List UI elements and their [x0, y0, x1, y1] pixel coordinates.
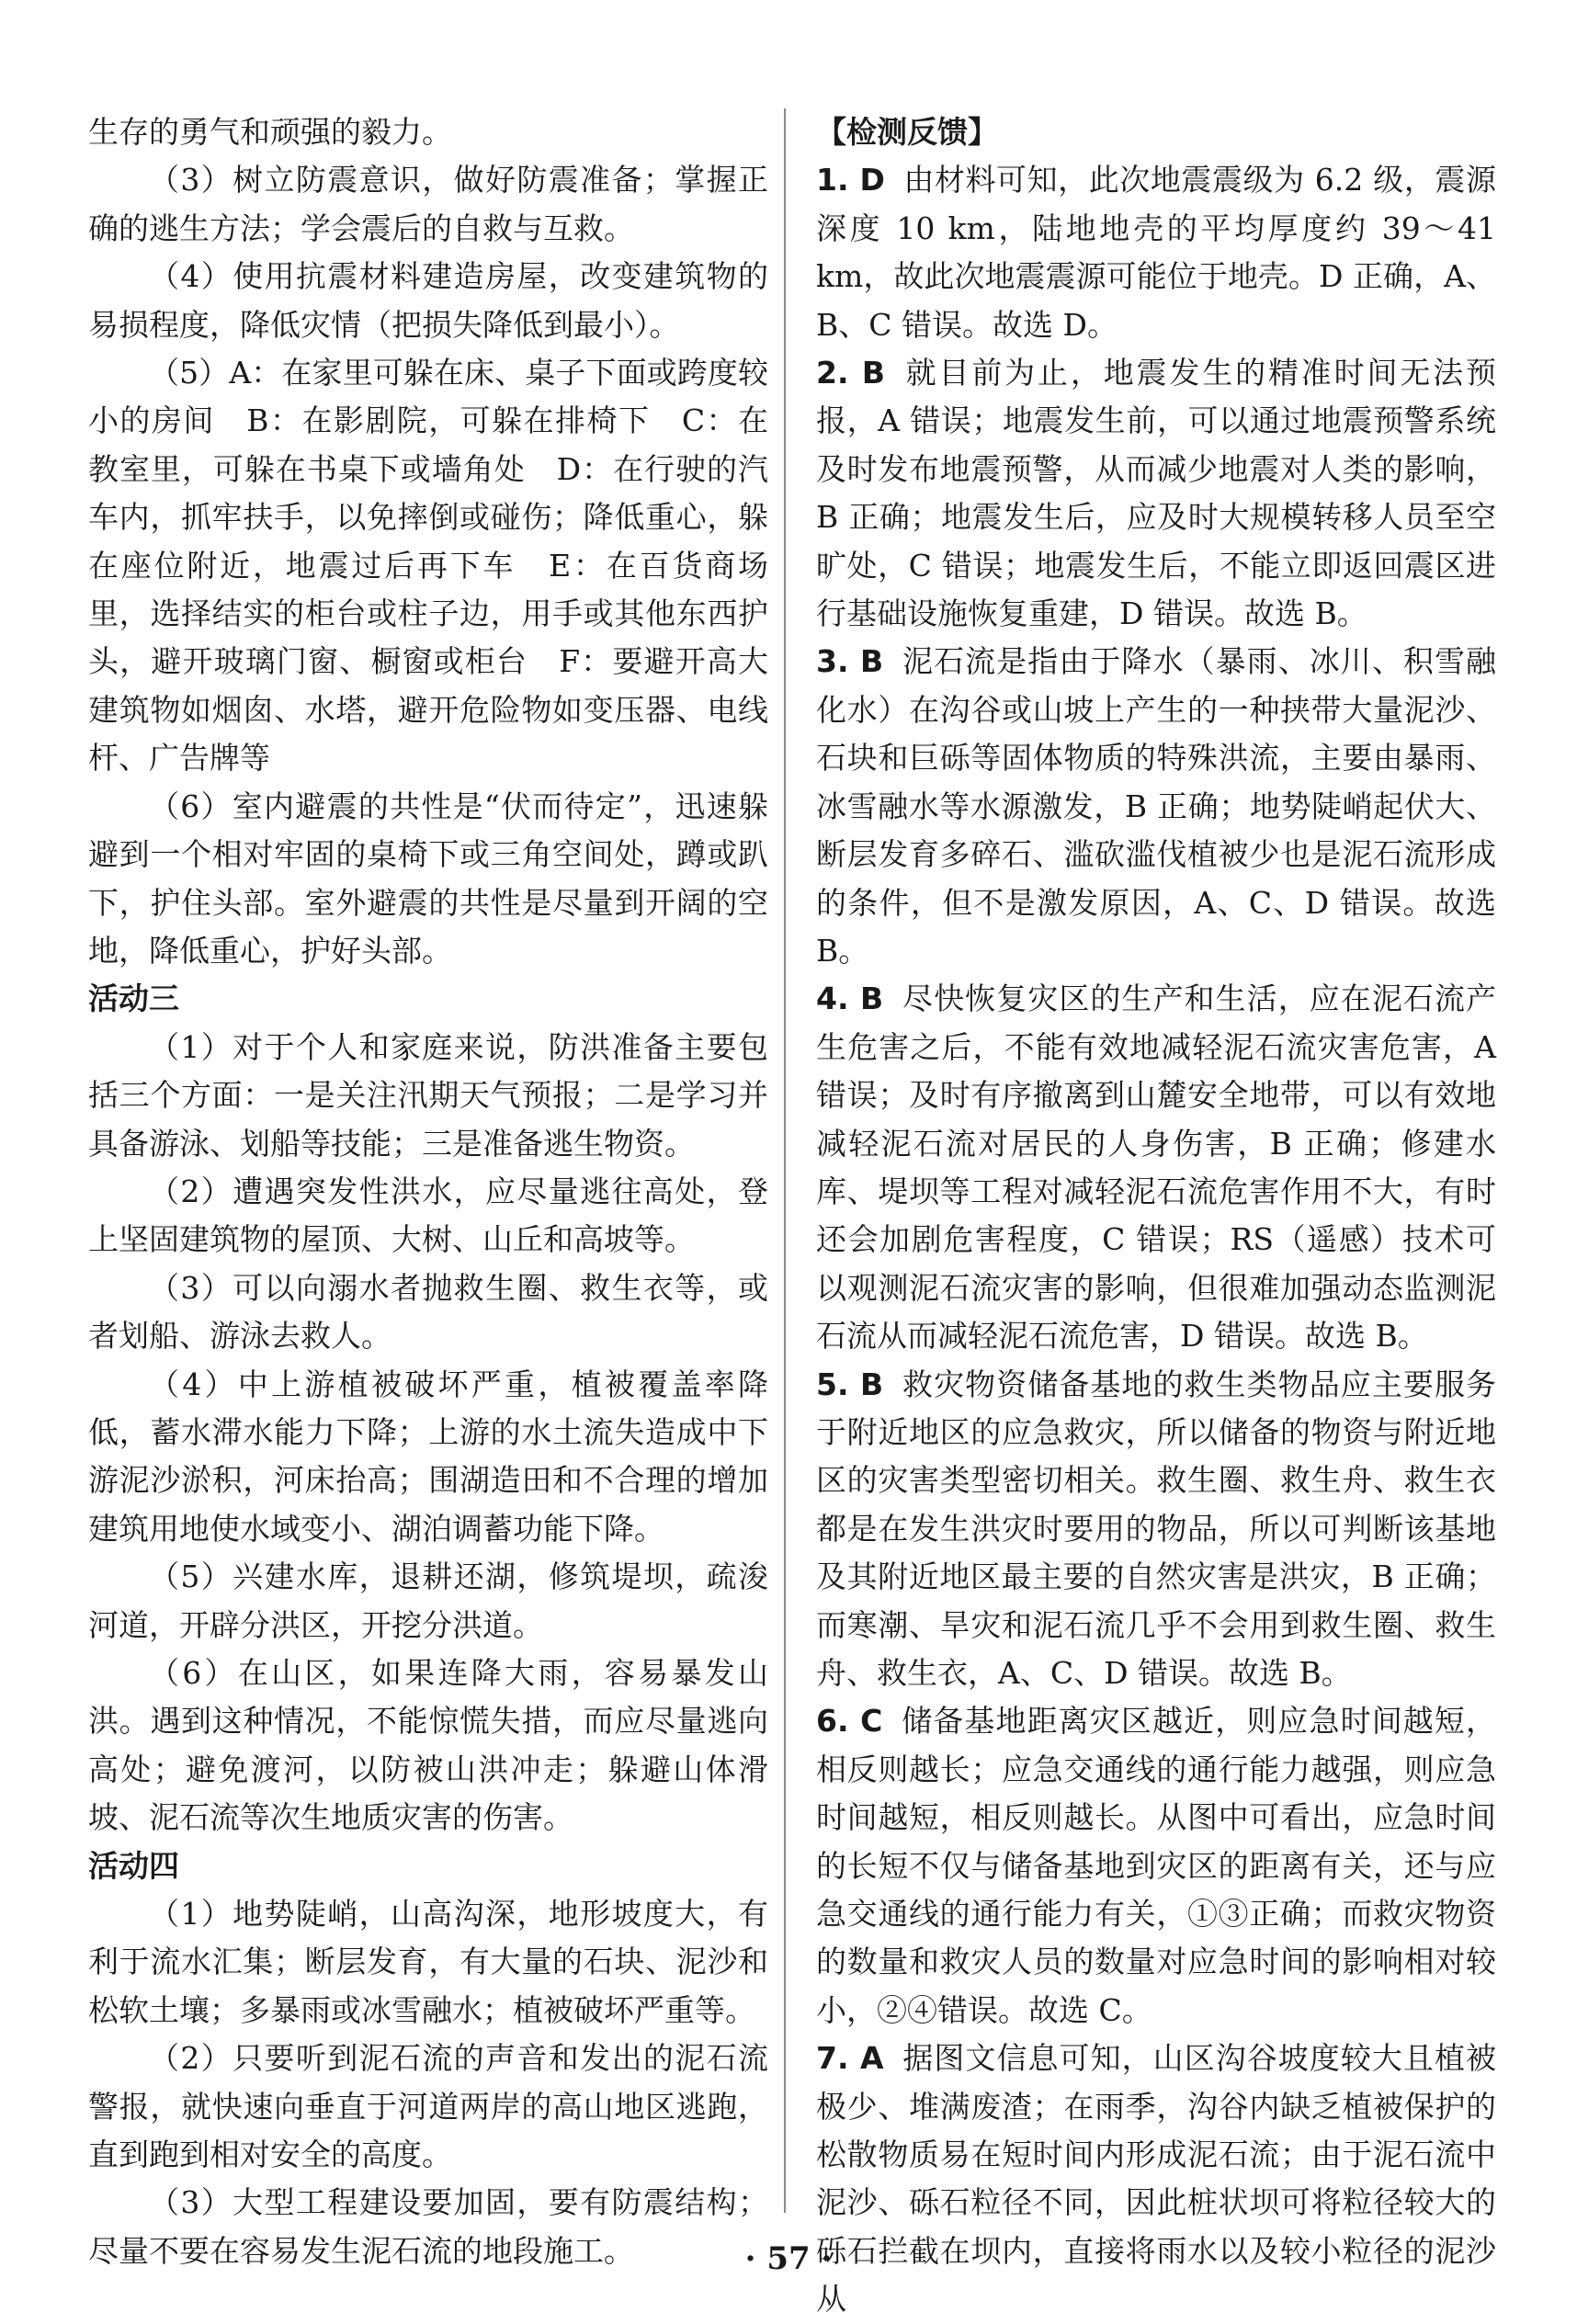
paragraph: （5）兴建水库，退耕还湖，修筑堤坝，疏浚河道，开辟分洪区，开挖分洪道。 — [88, 1559, 768, 1643]
answer-item — [816, 1361, 1496, 1698]
answer-item — [816, 1697, 1496, 2035]
section-heading-feedback: 【检测反馈】 — [816, 114, 998, 150]
answer-number: 1. D — [816, 162, 885, 198]
paragraph: （2）遭遇突发性洪水，应尽量逃往高处，登上坚固建筑物的屋顶、大树、山丘和高坡等。 — [88, 1173, 768, 1258]
paragraph: （4）使用抗震材料建造房屋，改变建筑物的易损程度，降低灾情（把损失降低到最小）。 — [88, 258, 768, 343]
page-number: · 57 · — [744, 2240, 833, 2277]
answer-number: 7. A — [816, 2040, 884, 2077]
answer-number: 6. C — [816, 1703, 883, 1740]
answer-item — [816, 975, 1496, 1360]
answer-text: 救灾物资储备基地的救生类物品应主要服务于附近地区的应急救灾，所以储备的物资与附近地区的灾害类型密切相关。救生圈、救生舟、救生衣都是在发生洪灾时要用的物品，所以可判断该基地及其附近地区最主要的自然灾害是洪灾，B 正确；而寒潮、旱灾和泥石流几乎不会用到救生圈、救生舟、救生衣，A、C、D 错误。故选 B。 — [816, 1366, 1497, 1691]
paragraph: （2）只要听到泥石流的声音和发出的泥石流警报，就快速向垂直于河道两岸的高山地区逃跑，直到跑到相对安全的高度。 — [88, 2040, 768, 2173]
answer-item — [816, 638, 1496, 975]
answer-item — [816, 156, 1496, 349]
right-column — [816, 108, 1496, 2324]
answer-text: 就目前为止，地震发生的精准时间无法预报，A 错误；地震发生前，可以通过地震预警系统及时发布地震预警，从而减少地震对人类的影响，B 正确；地震发生后，应及时大规模转移人员至空旷处，C 错误；地震发生后，不能立即返回震区进行基础设施恢复重建，D 错误。故选 B。 — [816, 355, 1497, 632]
paragraph: 生存的勇气和顽强的毅力。 — [88, 114, 452, 150]
answer-number: 4. B — [816, 981, 884, 1017]
paragraph: （6）室内避震的共性是“伏而待定”，迅速躲避到一个相对牢固的桌椅下或三角空间处，蹲或趴下，护住头部。室外避震的共性是尽量到开阔的空地，降低重心，护好头部。 — [88, 788, 768, 969]
section-heading-activity-4: 活动四 — [88, 1847, 179, 1884]
left-column — [88, 108, 768, 2275]
answer-item — [816, 2035, 1496, 2323]
paragraph: （1）对于个人和家庭来说，防洪准备主要包括三个方面：一是关注汛期天气预报；二是学习并具备游泳、划船等技能；三是准备逃生物资。 — [88, 1028, 768, 1162]
answer-number: 3. B — [816, 643, 884, 680]
paragraph: （4）中上游植被破坏严重，植被覆盖率降低，蓄水滞水能力下降；上游的水土流失造成中下游泥沙淤积，河床抬高；围湖造田和不合理的增加建筑用地使水域变小、湖泊调蓄功能下降。 — [88, 1366, 768, 1547]
column-divider — [784, 108, 786, 2213]
answer-text: 尽快恢复灾区的生产和生活，应在泥石流产生危害之后，不能有效地减轻泥石流灾害危害，A 错误；及时有序撤离到山麓安全地带，可以有效地减轻泥石流对居民的人身伤害，B 正确；修建水库、堤坝等工程对减轻泥石流危害作用不大，有时还会加剧危害程度，C 错误；RS（遥感）技术可以观测泥石流灾害的影响，但很难加强动态监测泥石流从而减轻泥石流危害，D 错误。故选 B。 — [816, 981, 1497, 1355]
paragraph: （6）在山区，如果连降大雨，容易暴发山洪。遇到这种情况，不能惊慌失措，而应尽量逃向高处；避免渡河，以防被山洪冲走；躲避山体滑坡、泥石流等次生地质灾害的伤害。 — [88, 1655, 768, 1836]
paragraph: （3）可以向溺水者抛救生圈、救生衣等，或者划船、游泳去救人。 — [88, 1269, 768, 1355]
answer-text: 据图文信息可知，山区沟谷坡度较大且植被极少、堆满废渣；在雨季，沟谷内缺乏植被保护的松散物质易在短时间内形成泥石流；由于泥石流中泥沙、砾石粒径不同，因此桩状坝可将粒径较大的砾石拦截在坝内，直接将雨水以及较小粒径的泥沙从 — [816, 2040, 1496, 2318]
paragraph: （1）地势陡峭，山高沟深，地形坡度大，有利于流水汇集；断层发育，有大量的石块、泥沙和松软土壤；多暴雨或冰雪融水；植被破坏严重等。 — [88, 1896, 768, 2028]
answer-item — [816, 349, 1496, 638]
paragraph: （3）大型工程建设要加固，要有防震结构；尽量不要在容易发生泥石流的地段施工。 — [88, 2184, 768, 2269]
answer-number: 2. B — [816, 355, 885, 391]
section-heading-activity-3: 活动三 — [88, 981, 179, 1017]
answer-text: 泥石流是指由于降水（暴雨、冰川、积雪融化水）在沟谷或山坡上产生的一种挟带大量泥沙、石块和巨砾等固体物质的特殊洪流，主要由暴雨、冰雪融水等水源激发，B 正确；地势陡峭起伏大、断层发育多碎石、滥砍滥伐植被少也是泥石流形成的条件，但不是激发原因，A、C、D 错误。故选 B。 — [816, 643, 1497, 969]
paragraph: （5）A：在家里可躲在床、桌子下面或跨度较小的房间 B：在影剧院，可躲在排椅下 C：在教室里，可躲在书桌下或墙角处 D：在行驶的汽车内，抓牢扶手，以免摔倒或碰伤；降低重心，躲在座位附近，地震过后再下车 E：在百货商场里，选择结实的柜台或柱子边，用手或其他东西护头，避开玻璃门窗、橱窗或柜台 F：要避开高大建筑物如烟囱、水塔，避开危险物如变压器、电线杆、广告牌等 — [88, 355, 768, 777]
paragraph: （3）树立防震意识，做好防震准备；掌握正确的逃生方法；学会震后的自救与互救。 — [88, 162, 768, 246]
answer-text: 储备基地距离灾区越近，则应急时间越短，相反则越长；应急交通线的通行能力越强，则应急时间越短，相反则越长。从图中可看出，应急时间的长短不仅与储备基地到灾区的距离有关，还与应急交通线的通行能力有关，①③正确；而救灾物资的数量和救灾人员的数量对应急时间的影响相对较小，②④错误。故选 C。 — [816, 1703, 1496, 2028]
answer-number: 5. B — [816, 1366, 884, 1402]
answer-text: 由材料可知，此次地震震级为 6.2 级，震源深度 10 km，陆地地壳的平均厚度约 39～41 km，故此次地震震源可能位于地壳。D 正确，A、B、C 错误。故选 D。 — [816, 162, 1496, 343]
